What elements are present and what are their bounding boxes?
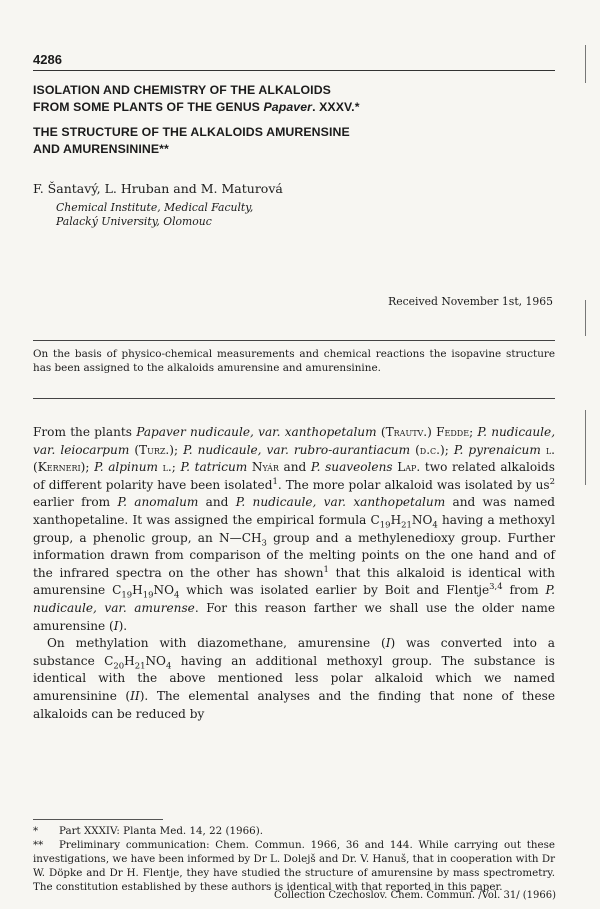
page-number: 4286 (33, 52, 62, 67)
title-sub-line2: AND AMURENSININE** (33, 141, 169, 156)
margin-mark-2 (585, 300, 586, 336)
footnote-1 (33, 824, 555, 838)
title-main (33, 82, 553, 115)
journal-footer: Collection Czechoslov. Chem. Commun. /Vol. 31/ (1966) (273, 890, 556, 901)
abstract-top-rule (33, 340, 555, 341)
affiliation-line1: Chemical Institute, Medical Faculty, (56, 201, 254, 214)
paragraph-1: From the plants Papaver nudicaule, var. xanthopetalum (Trautv.) Fedde; P. nudicaule, var. leiocarpum (Turz.); P. nudicaule, var. rubro-aurantiacum (d.c.); P. pyrenaicum l. (Kerneri); P. alpinum l.; P. tatricum Nyár and P. suaveolens Lap. two related alkaloids of different polarity have been isolated$^1$. The more polar alkaloid was isolated by $us^2$ earlier from P. anomalum and P. nudicaule, var. xanthopetalum and was named xanthopetaline. It was assigned the empirical formula $C_{19}H_{21}NO_4$ having a methoxyl group, a phenolic group, an $N—CH_3$ group and a methylenedioxy group. Further information drawn from comparison of the melting points on the one hand and of the infrared spectra on the other has shown$^1$ that this alkaloid is identical with amurensine $C_{19}H_{19}NO_4$ which was isolated earlier by Boit and Flentje$^{3,4}$ from P. nudicaule, var. amurense. For this reason farther we shall use the older name amurensine (I). (33, 425, 556, 633)
abstract-bottom-rule (33, 398, 555, 399)
abstract: On the basis of physico-chemical measurements and chemical reactions the isopavine structure has been assigned to the alkaloids amurensine and amurensinine. (33, 348, 555, 374)
footnote-2-mark: ** (33, 839, 44, 851)
title-main-line1: ISOLATION AND CHEMISTRY OF THE ALKALOIDS (33, 83, 331, 97)
footnote-rule (33, 819, 163, 820)
margin-mark-1 (585, 45, 586, 83)
affiliation-line2: Palacký University, Olomouc (56, 215, 212, 228)
authors: F. Šantavý, L. Hruban and M. Maturová (33, 181, 283, 196)
title-sub-line1: THE STRUCTURE OF THE ALKALOIDS AMURENSINE (33, 125, 350, 139)
main-text (33, 424, 555, 723)
title-main-line2 (33, 99, 553, 116)
margin-mark-3 (585, 410, 586, 485)
footnotes (33, 824, 555, 894)
affiliation (56, 201, 253, 229)
footnote-2-text: Preliminary communication: Chem. Commun. 1966, 36 and 144. While carrying out these investigations, we have been informed by Dr L. Dolejš and Dr. V. Hanuš, that in cooperation with Dr W. Döpke and Dr H. Flentje, they have studied the structure of amurensine by mass spectrometry. The constitution established by these authors is identical with that reported in this paper. (33, 839, 555, 893)
title-main-line2-suffix: . XXXV.* (312, 99, 360, 114)
paragraph-2: On methylation with diazomethane, amurensine (I) was converted into a substance $C_{20}H_{21}NO_4$ having an additional methoxyl group. The substance is identical with the above mentioned less polar alkaloid which we named amurensinine (II). The elemental analyses and the finding that none of these alkaloids can be reduced by (33, 636, 555, 721)
title-main-line2-prefix: FROM SOME PLANTS OF THE GENUS (33, 99, 264, 114)
footnote-1-text: Part XXXIV: Planta Med. 14, 22 (1966). (59, 825, 263, 837)
received-date: Received November 1st, 1965 (388, 295, 553, 308)
header-rule (33, 70, 555, 71)
footnote-2 (33, 838, 555, 894)
title-sub (33, 124, 553, 157)
footnote-1-mark: * (33, 825, 39, 837)
title-genus: Papaver (263, 99, 313, 114)
